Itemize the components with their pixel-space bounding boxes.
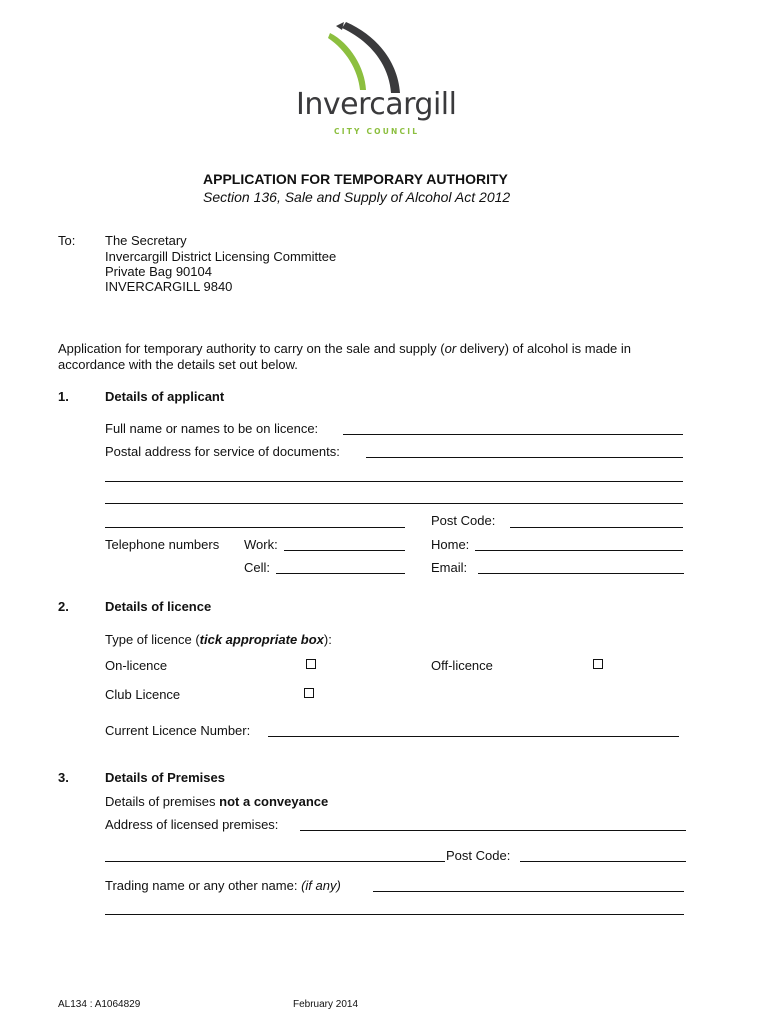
trading-name-line-2[interactable] [105, 914, 684, 915]
trading-name-field[interactable] [373, 891, 684, 892]
email-field[interactable] [478, 573, 684, 574]
premises-address-line-2[interactable] [105, 861, 445, 862]
footer-reference: AL134 : A1064829 [58, 999, 141, 1010]
premises-details-label: Details of premises not a conveyance [105, 794, 329, 809]
work-label: Work: [244, 537, 278, 552]
to-label: To: [58, 233, 76, 248]
licence-type-label: Type of licence (tick appropriate box): [105, 632, 332, 647]
off-licence-label: Off-licence [431, 658, 493, 673]
full-name-field[interactable] [343, 434, 683, 435]
post-code-label-1: Post Code: [431, 513, 496, 528]
post-code-label-2: Post Code: [446, 848, 511, 863]
intro-line-2: accordance with the details set out below. [58, 357, 298, 372]
logo-subtitle: CITY COUNCIL [334, 127, 420, 136]
off-licence-checkbox[interactable] [593, 659, 603, 669]
postal-address-field[interactable] [366, 457, 683, 458]
section-1-number: 1. [58, 389, 69, 404]
post-code-field-2[interactable] [520, 861, 686, 862]
premises-address-label: Address of licensed premises: [105, 817, 279, 832]
to-line-4: INVERCARGILL 9840 [105, 279, 233, 294]
cell-label: Cell: [244, 560, 271, 575]
section-1-heading: Details of applicant [105, 389, 225, 404]
premises-address-field[interactable] [300, 830, 686, 831]
post-code-field-1[interactable] [510, 527, 683, 528]
to-line-2: Invercargill District Licensing Committee [105, 249, 337, 264]
full-name-label: Full name or names to be on licence: [105, 421, 319, 436]
club-licence-label: Club Licence [105, 687, 181, 702]
to-line-3: Private Bag 90104 [105, 264, 212, 279]
email-label: Email: [431, 560, 468, 575]
document-title: APPLICATION FOR TEMPORARY AUTHORITY [203, 171, 508, 187]
club-licence-checkbox[interactable] [304, 688, 314, 698]
to-line-1: The Secretary [105, 233, 187, 248]
telephone-label: Telephone numbers [105, 537, 220, 552]
logo-swoosh-dark-small [336, 22, 344, 30]
on-licence-checkbox[interactable] [306, 659, 316, 669]
cell-phone-field[interactable] [276, 573, 405, 574]
document-subtitle: Section 136, Sale and Supply of Alcohol Act 2012 [203, 189, 511, 205]
postal-address-line-4[interactable] [105, 527, 405, 528]
section-2-number: 2. [58, 599, 69, 614]
postal-address-label: Postal address for service of documents: [105, 444, 340, 459]
current-licence-number-field[interactable] [268, 736, 679, 737]
section-2-heading: Details of licence [105, 599, 212, 614]
section-3-heading: Details of Premises [105, 770, 225, 785]
home-label: Home: [431, 537, 470, 552]
postal-address-line-3[interactable] [105, 503, 683, 504]
logo-wordmark: Invercargill [296, 87, 457, 122]
home-phone-field[interactable] [475, 550, 683, 551]
trading-name-label: Trading name or any other name: (if any) [105, 878, 341, 893]
postal-address-line-2[interactable] [105, 481, 683, 482]
intro-line-1: Application for temporary authority to carry on the sale and supply (or delivery) of alcohol is made in [58, 341, 632, 356]
on-licence-label: On-licence [105, 658, 168, 673]
footer-date: February 2014 [293, 999, 359, 1010]
section-3-number: 3. [58, 770, 69, 785]
current-licence-number-label: Current Licence Number: [105, 723, 251, 738]
work-phone-field[interactable] [284, 550, 405, 551]
logo-swoosh-green [328, 33, 366, 90]
